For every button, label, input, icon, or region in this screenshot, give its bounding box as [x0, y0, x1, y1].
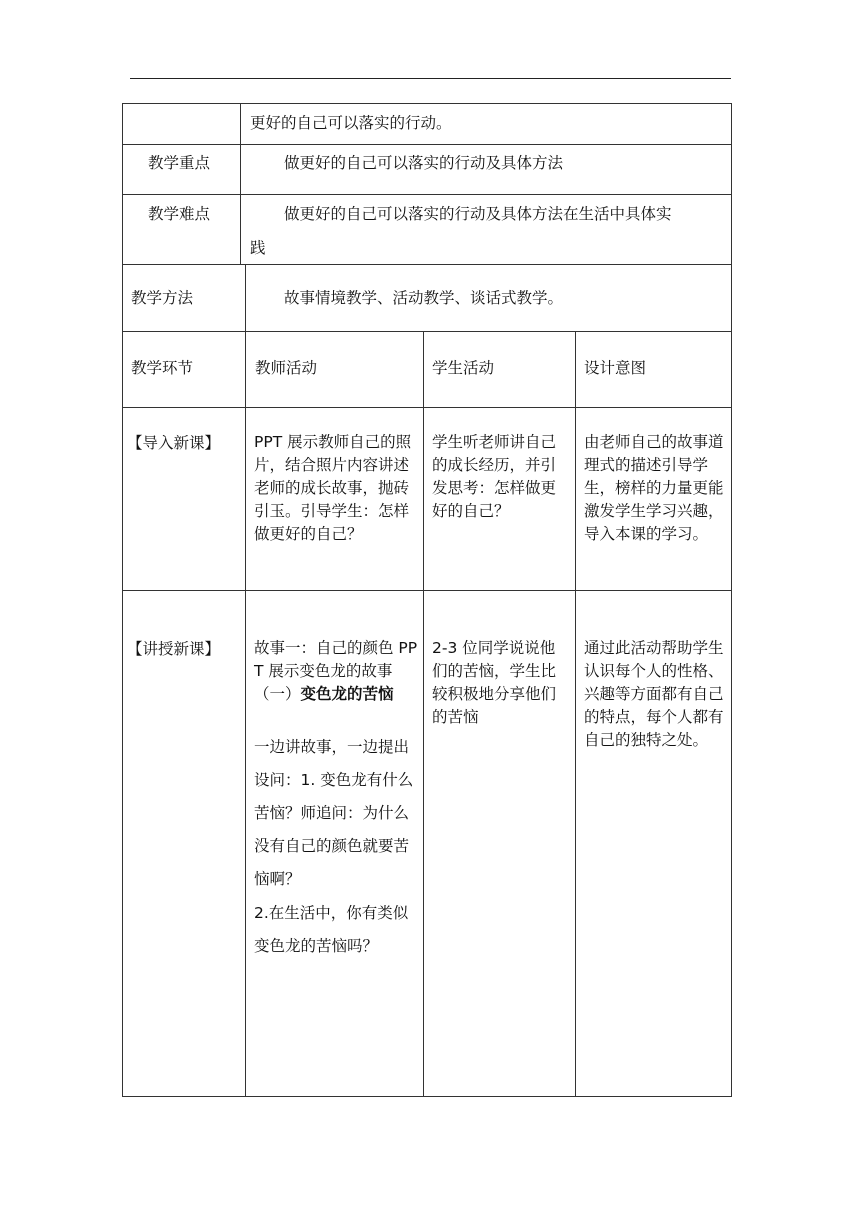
table-rule — [575, 331, 576, 1097]
objective-continuation: 更好的自己可以落实的行动。 — [250, 114, 452, 132]
table-rule — [122, 103, 123, 1097]
header-rule — [130, 78, 731, 79]
lecture-stage: 【讲授新课】 — [127, 640, 221, 658]
key-point-label: 教学重点 — [148, 154, 211, 172]
table-rule — [122, 264, 732, 265]
intro-stage: 【导入新课】 — [127, 434, 221, 452]
table-rule — [122, 331, 732, 332]
table-rule — [122, 590, 732, 591]
table-rule — [240, 103, 241, 265]
lecture-teacher-intro — [254, 637, 418, 706]
difficulty-value-line2: 践 — [250, 239, 266, 257]
difficulty-label: 教学难点 — [148, 205, 211, 223]
lecture-intent: 通过此活动帮助学生认识每个人的性格、兴趣等方面都有自己的特点，每个人都有自己的独特之处。 — [584, 639, 724, 749]
lecture-teacher-q2: 2.在生活中，你有类似变色龙的苦恼吗？ — [254, 904, 409, 955]
table-rule — [423, 331, 424, 1097]
header-student: 学生活动 — [432, 359, 495, 377]
lecture-teacher-bold: 变色龙的苦恼 — [300, 685, 394, 703]
difficulty-value-line1: 做更好的自己可以落实的行动及具体方法在生活中具体实 — [284, 205, 672, 223]
header-intent: 设计意图 — [584, 359, 647, 377]
table-rule — [122, 144, 732, 145]
table-rule — [245, 264, 246, 1097]
table-rule — [731, 103, 732, 1097]
intro-student: 学生听老师讲自己的成长经历，并引发思考：怎样做更好的自己？ — [432, 433, 557, 520]
lecture-teacher-intro-text: 故事一：自己的颜色 PPT 展示变色龙的故事（一） — [254, 639, 418, 703]
table-rule — [122, 1096, 732, 1097]
intro-teacher: PPT 展示教师自己的照片，结合照片内容讲述老师的成长故事，抛砖引玉。引导学生：怎样做更好的自己？ — [254, 433, 412, 543]
lecture-student: 2-3 位同学说说他们的苦恼，学生比较积极地分享他们的苦恼 — [432, 639, 557, 726]
key-point-value: 做更好的自己可以落实的行动及具体方法 — [284, 154, 564, 172]
table-rule — [122, 407, 732, 408]
header-teacher: 教师活动 — [255, 359, 318, 377]
table-rule — [122, 194, 732, 195]
header-stage: 教学环节 — [131, 359, 194, 377]
lecture-teacher-questions: 一边讲故事，一边提出设问：1. 变色龙有什么苦恼？师追问：为什么没有自己的颜色就要苦恼啊？ — [254, 738, 414, 888]
method-label: 教学方法 — [131, 289, 194, 307]
method-value: 故事情境教学、活动教学、谈话式教学。 — [284, 289, 564, 307]
table-rule — [122, 103, 732, 104]
intro-intent: 由老师自己的故事道理式的描述引导学生，榜样的力量更能激发学生学习兴趣，导入本课的学习。 — [584, 433, 724, 543]
